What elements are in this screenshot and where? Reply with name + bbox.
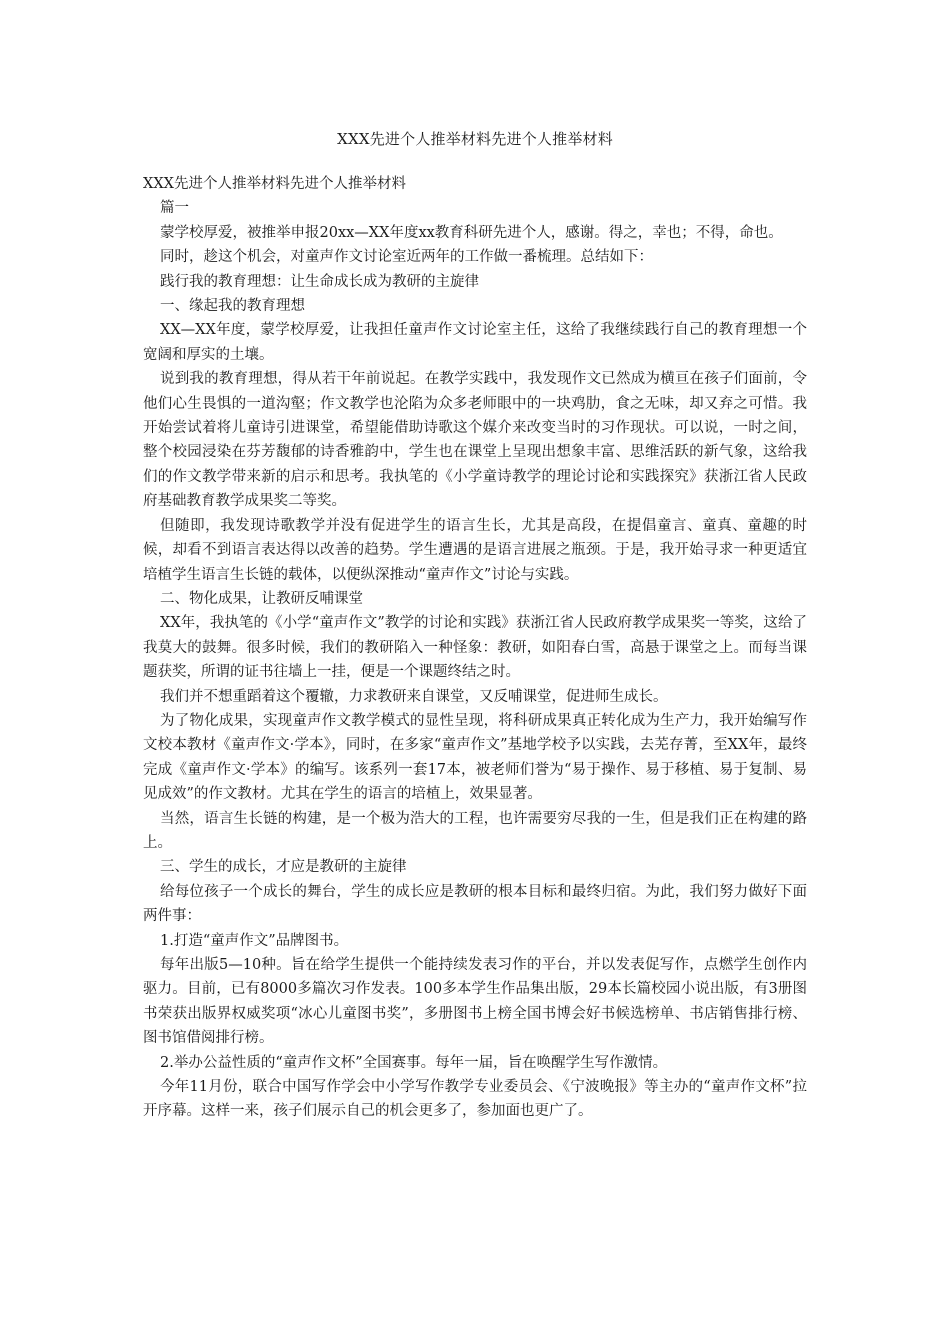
paragraph: 给每位孩子一个成长的舞台，学生的成长应是教研的根本目标和最终归宿。为此，我们努力做好下面两件事：: [143, 883, 807, 925]
paragraph: 三、学生的成长，才应是教研的主旋律: [160, 859, 407, 876]
paragraph: 我们并不想重蹈着这个覆辙，力求教研来自课堂，又反哺课堂，促进师生成长。: [160, 688, 668, 705]
paragraph: 说到我的教育理想，得从若干年前说起。在教学实践中，我发现作文已然成为横亘在孩子们面前，令他们心生畏惧的一道沟壑；作文教学也沦陷为众多老师眼中的一块鸡肋，食之无味，却又弃之可惜。我开始尝试着将儿童诗引进课堂，希望能借助诗歌这个媒介来改变当时的习作现状。可以说，一时之间，整个校园浸染在芬芳馥郁的诗香雅韵中，学生也在课堂上呈现出想象丰富、思维活跃的新气象，这给我们的作文教学带来新的启示和思考。我执笔的《小学童诗教学的理论讨论和实践探究》获浙江省人民政府基础教育教学成果奖二等奖。: [143, 371, 807, 510]
paragraph: 二、物化成果，让教研反哺课堂: [160, 590, 363, 607]
paragraph: 同时，趁这个机会，对童声作文讨论室近两年的工作做一番梳理。总结如下：: [160, 249, 653, 266]
paragraph: XXX先进个人推举材料先进个人推举材料: [143, 176, 406, 192]
paragraph: 今年11月份，联合中国写作学会中小学写作教学专业委员会、《宁波晚报》等主办的“童声作文杯”拉开序幕。这样一来，孩子们展示自己的机会更多了，参加面也更广了。: [143, 1079, 807, 1120]
paragraph: 每年出版5—10种。旨在给学生提供一个能持续发表习作的平台，并以发表促写作，点燃学生创作内驱力。目前，已有8000多篇次习作发表。100多本学生作品集出版，29本长篇校园小说出版，有3册图书荣获出版界权威奖项“冰心儿童图书奖”，多册图书上榜全国书博会好书候选榜单、书店销售排行榜、图书馆借阅排行榜。: [143, 957, 807, 1047]
paragraph: 为了物化成果，实现童声作文教学模式的显性呈现，将科研成果真正转化成为生产力，我开始编写作文校本教材《童声作文·学本》，同时，在多家“童声作文”基地学校予以实践，去芜存菁，至XX年，最终完成《童声作文·学本》的编写。该系列一套17本，被老师们誉为“易于操作、易于移植、易于复制、易见成效”的作文教材。尤其在学生的语言的培植上，效果显著。: [143, 712, 807, 803]
document-title: XXX先进个人推举材料先进个人推举材料: [337, 130, 613, 148]
paragraph: XX—XX年度，蒙学校厚爱，让我担任童声作文讨论室主任，这给了我继续践行自己的教育理想一个宽阔和厚实的土壤。: [143, 322, 807, 363]
paragraph: 一、缘起我的教育理想: [160, 298, 305, 315]
paragraph: 当然，语言生长链的构建，是一个极为浩大的工程，也许需要穷尽我的一生，但是我们正在构建的路上。: [143, 810, 807, 851]
paragraph: XX年，我执笔的《小学“童声作文”教学的讨论和实践》获浙江省人民政府教学成果奖一等奖，这给了我莫大的鼓舞。很多时候，我们的教研陷入一种怪象：教研，如阳春白雪，高悬于课堂之上。而每当课题获奖，所谓的证书往墙上一挂，便是一个课题终结之时。: [143, 615, 807, 681]
paragraph: 2.举办公益性质的“童声作文杯”全国赛事。每年一届，旨在唤醒学生写作激情。: [160, 1054, 668, 1071]
paragraph: 篇一: [160, 200, 189, 217]
document-body: [143, 172, 807, 1124]
paragraph: 践行我的教育理想：让生命成长成为教研的主旋律: [160, 273, 479, 290]
paragraph: 蒙学校厚爱，被推举申报20xx—XX年度xx教育科研先进个人，感谢。得之，幸也；不得，命也。: [160, 224, 783, 241]
document-page: [143, 128, 807, 1124]
paragraph: 但随即，我发现诗歌教学并没有促进学生的语言生长，尤其是高段，在提倡童言、童真、童趣的时候，却看不到语言表达得以改善的趋势。学生遭遇的是语言进展之瓶颈。于是，我开始寻求一种更适宜培植学生语言生长链的载体，以便纵深推动“童声作文”讨论与实践。: [143, 517, 807, 583]
paragraph: 1.打造“童声作文”品牌图书。: [160, 932, 349, 949]
